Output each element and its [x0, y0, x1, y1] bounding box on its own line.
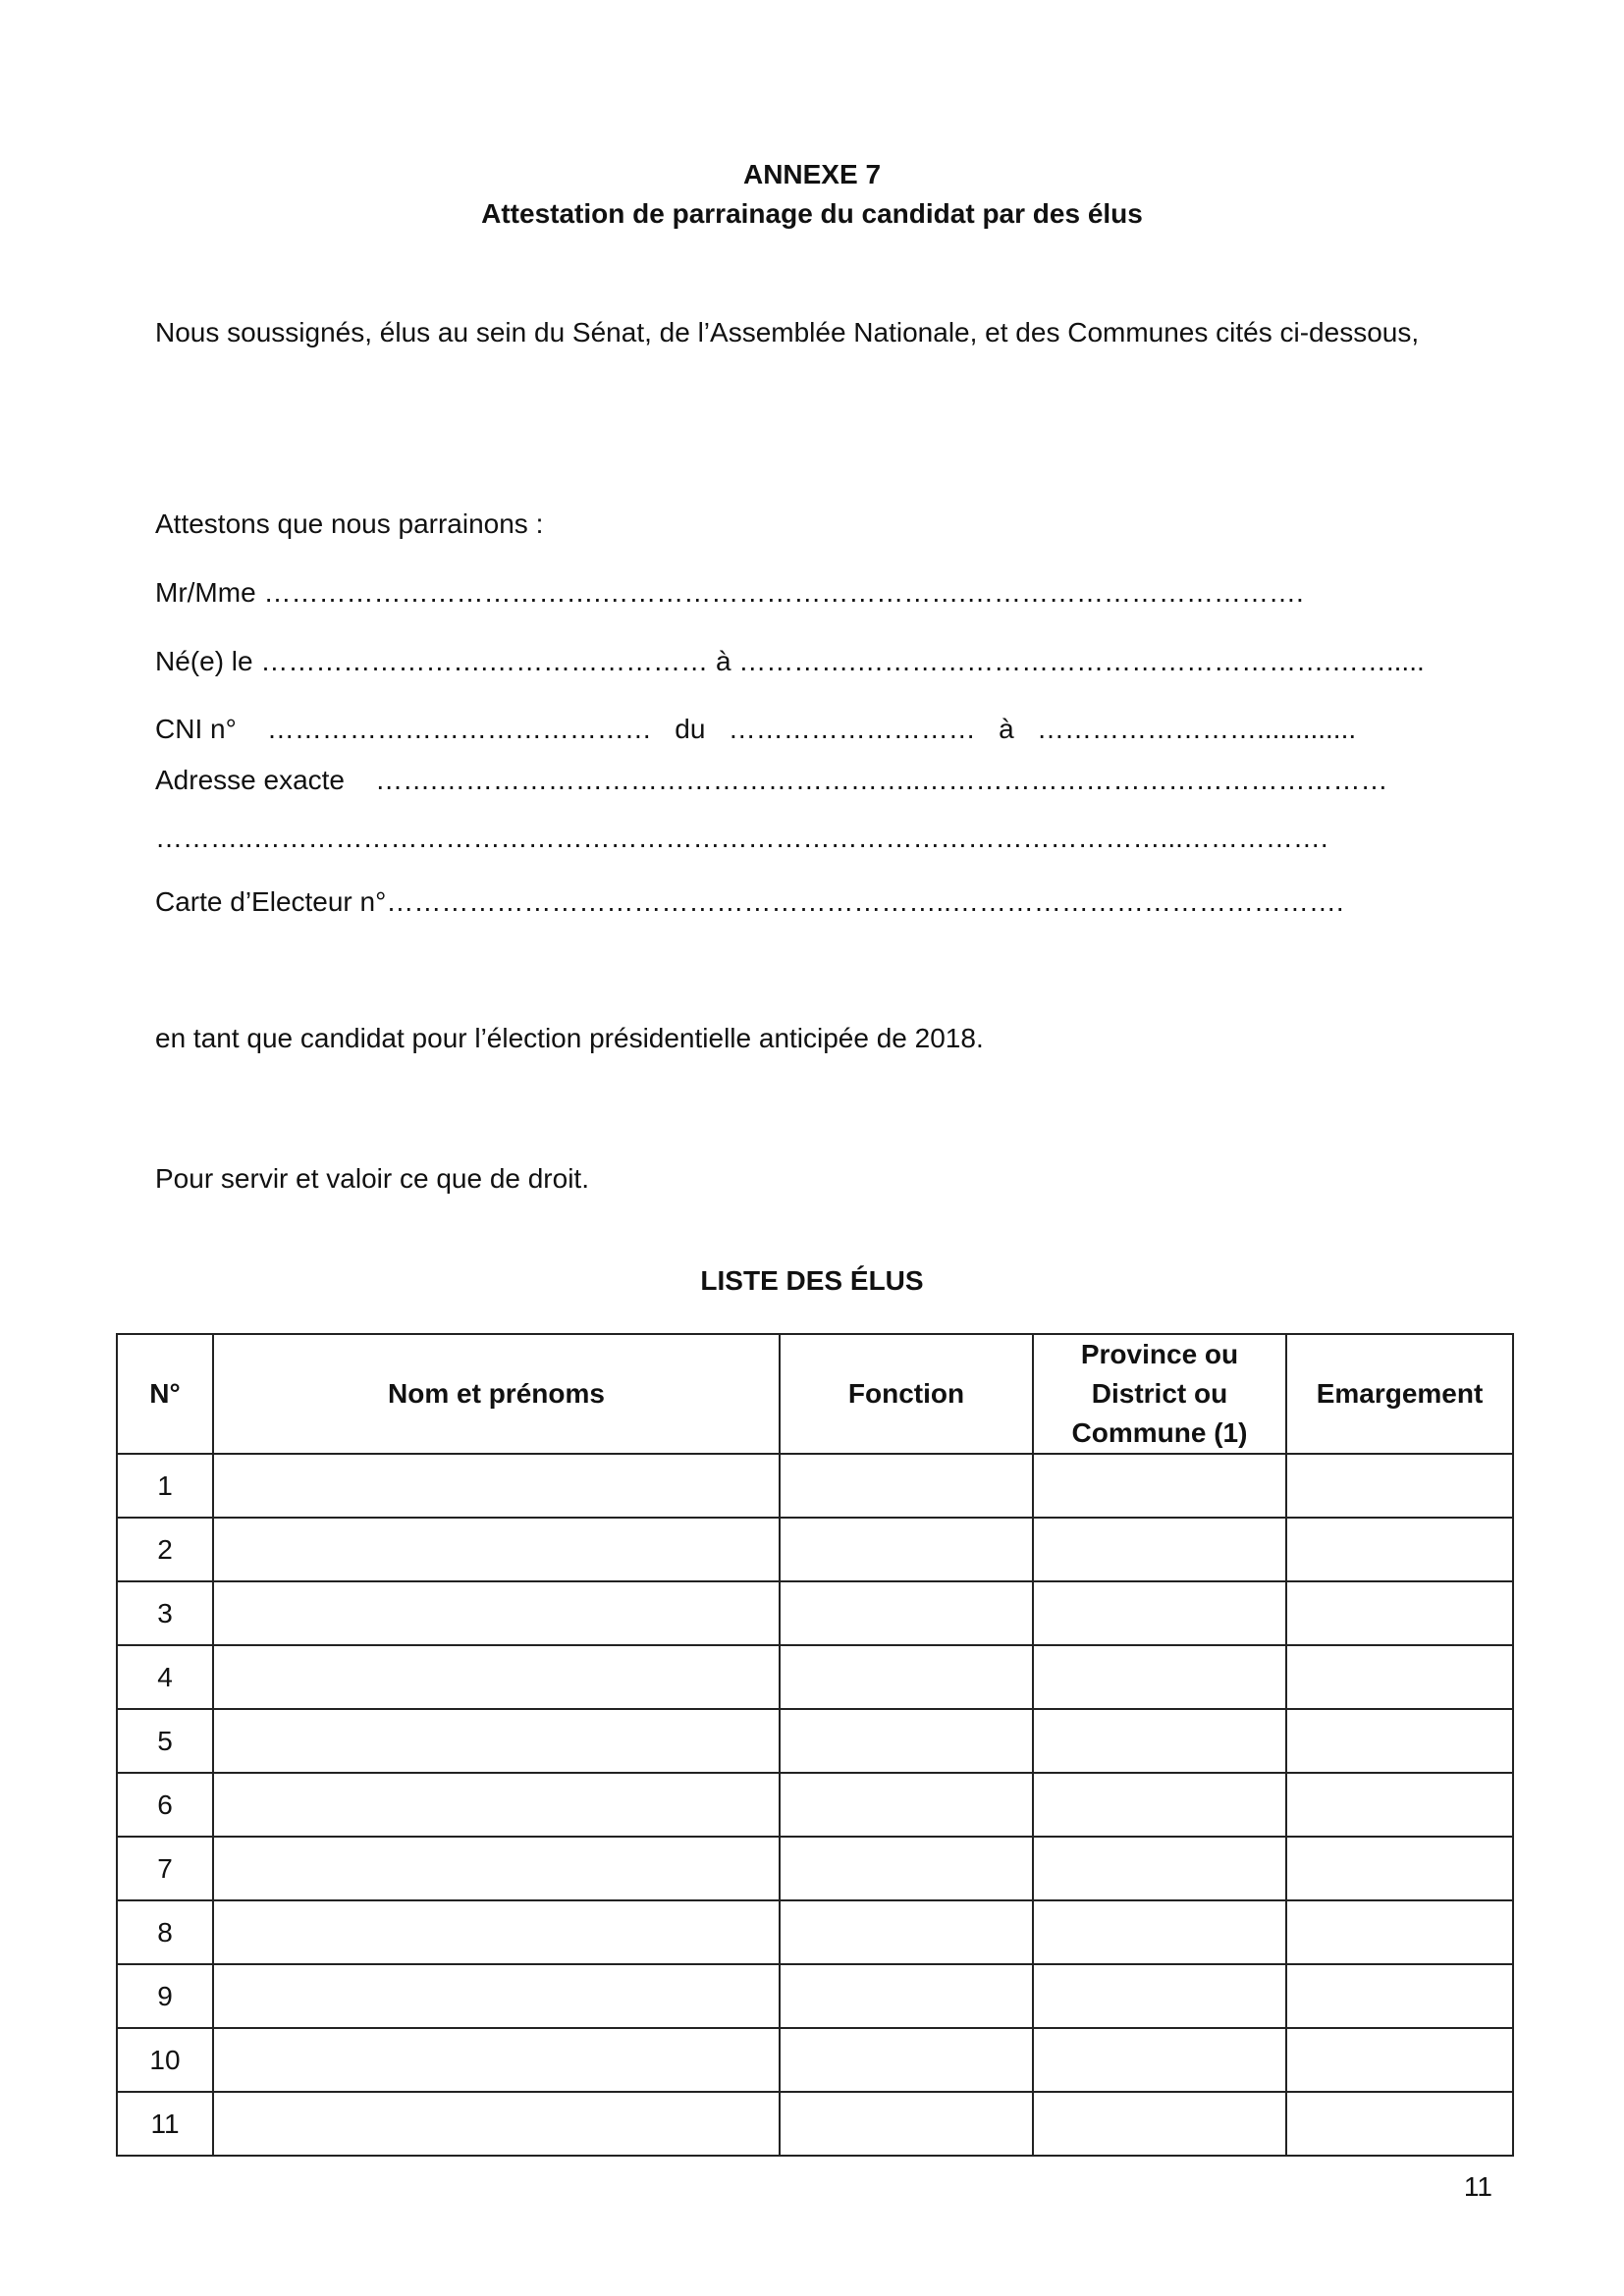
cell-signature[interactable]: [1286, 2092, 1513, 2156]
header-function: Fonction: [780, 1334, 1033, 1454]
table-row: [117, 1837, 1513, 1900]
row-number: 11: [117, 2092, 213, 2156]
header-location: Province ou District ou Commune (1): [1033, 1334, 1286, 1454]
cell-name[interactable]: [213, 1709, 780, 1773]
cell-signature[interactable]: [1286, 1900, 1513, 1964]
table-row: [117, 1900, 1513, 1964]
row-number: 3: [117, 1581, 213, 1645]
row-number: 10: [117, 2028, 213, 2092]
table-row: [117, 1709, 1513, 1773]
cell-signature[interactable]: [1286, 1709, 1513, 1773]
list-title: LISTE DES ÉLUS: [700, 1265, 924, 1296]
candidate-line: en tant que candidat pour l’élection présidentielle anticipée de 2018.: [155, 1023, 984, 1053]
field-birth-at-label: à: [715, 646, 731, 676]
field-birth-date-dots[interactable]: …………………….……………………: [260, 646, 709, 676]
cell-location[interactable]: [1033, 1581, 1286, 1645]
cell-location[interactable]: [1033, 1837, 1286, 1900]
annex-title: ANNEXE 7: [742, 159, 882, 189]
field-cni-label: CNI n°: [155, 714, 237, 744]
field-address-label: Adresse exacte: [155, 765, 345, 795]
cell-function[interactable]: [780, 1581, 1033, 1645]
cell-name[interactable]: [213, 1645, 780, 1709]
cell-signature[interactable]: [1286, 2028, 1513, 2092]
cell-name[interactable]: [213, 1900, 780, 1964]
cell-name[interactable]: [213, 2092, 780, 2156]
cell-signature[interactable]: [1286, 1773, 1513, 1837]
cell-signature[interactable]: [1286, 1837, 1513, 1900]
cell-function[interactable]: [780, 1709, 1033, 1773]
field-name-dots[interactable]: ……………………………….………………………………….……………………………….: [263, 577, 1304, 608]
row-number: 5: [117, 1709, 213, 1773]
field-address-row: [155, 761, 1481, 800]
cell-name[interactable]: [213, 1837, 780, 1900]
cell-name[interactable]: [213, 1518, 780, 1581]
row-number: 9: [117, 1964, 213, 2028]
cell-location[interactable]: [1033, 2092, 1286, 2156]
cell-location[interactable]: [1033, 1454, 1286, 1518]
field-cni-a-label: à: [999, 714, 1014, 744]
table-row: [117, 1454, 1513, 1518]
cell-signature[interactable]: [1286, 1581, 1513, 1645]
row-number: 1: [117, 1454, 213, 1518]
table-row: [117, 1645, 1513, 1709]
table-row: [117, 1581, 1513, 1645]
field-address-dots-2[interactable]: ………..………………………………………………………………………………………...…………….: [155, 823, 1328, 853]
row-number: 4: [117, 1645, 213, 1709]
cell-name[interactable]: [213, 1454, 780, 1518]
cell-function[interactable]: [780, 2028, 1033, 2092]
cell-signature[interactable]: [1286, 1645, 1513, 1709]
field-name-label: Mr/Mme: [155, 577, 256, 608]
cell-name[interactable]: [213, 1581, 780, 1645]
table-row: [117, 2092, 1513, 2156]
cell-function[interactable]: [780, 1645, 1033, 1709]
cell-location[interactable]: [1033, 1773, 1286, 1837]
cell-location[interactable]: [1033, 1709, 1286, 1773]
cell-function[interactable]: [780, 1837, 1033, 1900]
field-voter-row: [155, 882, 1481, 922]
cell-signature[interactable]: [1286, 1964, 1513, 2028]
cell-location[interactable]: [1033, 1518, 1286, 1581]
cell-signature[interactable]: [1286, 1454, 1513, 1518]
field-name-row: [155, 573, 1481, 613]
cell-location[interactable]: [1033, 1900, 1286, 1964]
field-cni-number-dots[interactable]: ……………………………………: [266, 714, 652, 744]
table-row: [117, 1964, 1513, 2028]
header-name: Nom et prénoms: [213, 1334, 780, 1454]
cell-name[interactable]: [213, 1964, 780, 2028]
table-row: [117, 1773, 1513, 1837]
cell-function[interactable]: [780, 1900, 1033, 1964]
field-address-dots[interactable]: …….……………………………………………..……………………………………………: [375, 765, 1388, 795]
elus-table: [116, 1333, 1514, 2157]
cell-signature[interactable]: [1286, 1518, 1513, 1581]
row-number: 8: [117, 1900, 213, 1964]
page-number: 11: [1463, 2171, 1492, 2202]
row-number: 7: [117, 1837, 213, 1900]
cell-function[interactable]: [780, 1454, 1033, 1518]
field-voter-label: Carte d’Electeur n°: [155, 886, 387, 917]
cell-location[interactable]: [1033, 1964, 1286, 2028]
cell-location[interactable]: [1033, 2028, 1286, 2092]
annex-subtitle: Attestation de parrainage du candidat par des élus: [481, 198, 1143, 229]
field-cni-row: [155, 710, 1481, 749]
cell-function[interactable]: [780, 1773, 1033, 1837]
field-birth-label: Né(e) le: [155, 646, 253, 676]
field-cni-place-dots[interactable]: …………………….............: [1037, 714, 1357, 744]
cell-function[interactable]: [780, 1518, 1033, 1581]
table-header-row: [117, 1334, 1513, 1454]
field-birth-place-dots[interactable]: ………….…………………………………………….…….....: [738, 646, 1425, 676]
cell-name[interactable]: [213, 2028, 780, 2092]
row-number: 2: [117, 1518, 213, 1581]
cell-location[interactable]: [1033, 1645, 1286, 1709]
cell-name[interactable]: [213, 1773, 780, 1837]
closing-line: Pour servir et valoir ce que de droit.: [155, 1163, 589, 1194]
field-address-row-2: [155, 819, 1481, 858]
field-voter-dots[interactable]: ……………………………………………………..…………………………………….: [386, 886, 1344, 917]
attest-line: Attestons que nous parrainons :: [155, 508, 544, 539]
cell-function[interactable]: [780, 1964, 1033, 2028]
header-signature: Emargement: [1286, 1334, 1513, 1454]
intro-paragraph: Nous soussignés, élus au sein du Sénat, de l’Assemblée Nationale, et des Communes cités ci-dessous,: [155, 317, 1420, 347]
cell-function[interactable]: [780, 2092, 1033, 2156]
field-cni-date-dots[interactable]: ………………………: [728, 714, 976, 744]
field-cni-du-label: du: [675, 714, 706, 744]
table-row: [117, 1518, 1513, 1581]
table-row: [117, 2028, 1513, 2092]
field-birth-row: [155, 642, 1481, 681]
row-number: 6: [117, 1773, 213, 1837]
header-number: N°: [117, 1334, 213, 1454]
